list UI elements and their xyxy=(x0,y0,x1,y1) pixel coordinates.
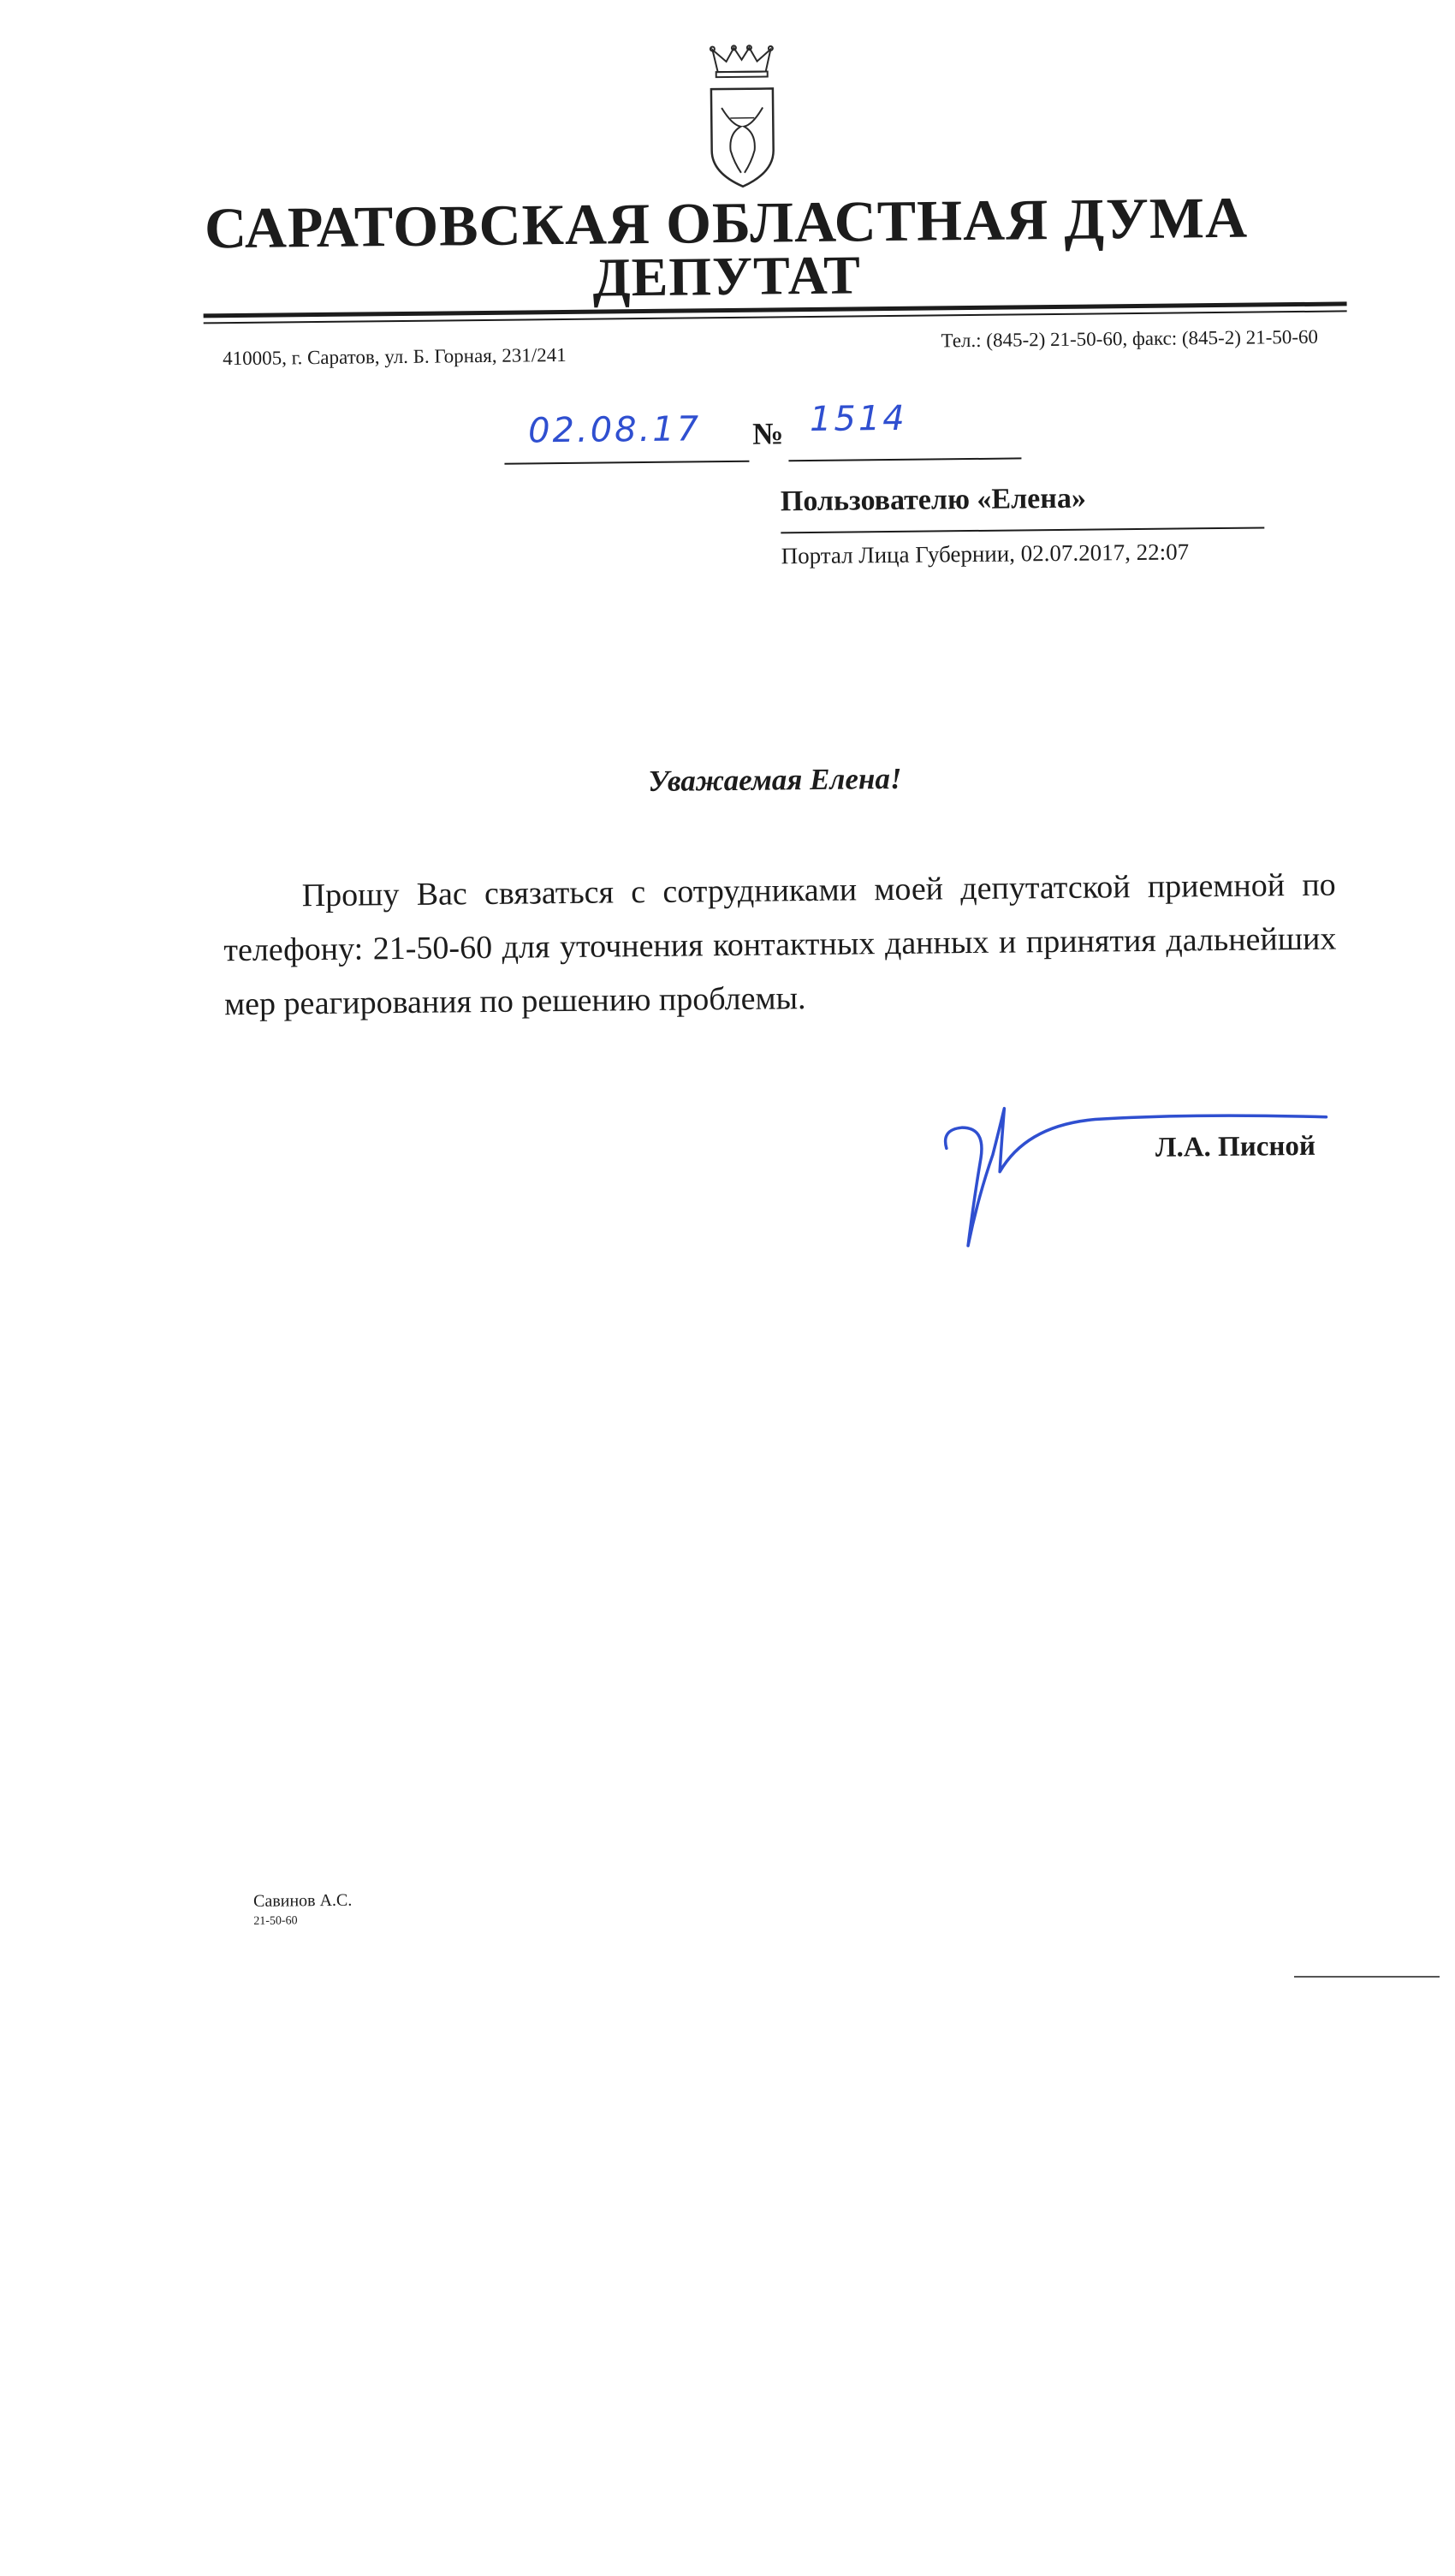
salutation: Уважаемая Елена! xyxy=(648,761,902,798)
executor-block xyxy=(253,1891,353,1929)
recipient-source: Портал Лица Губернии, 02.07.2017, 22:07 xyxy=(781,538,1190,569)
registration-number: 1514 xyxy=(809,398,907,439)
registration-date: 02.08.17 xyxy=(527,409,702,451)
handwritten-signature xyxy=(932,1092,1336,1267)
recipient-rule xyxy=(781,527,1264,533)
letter-body: Прошу Вас связаться с сотрудниками моей депутатской приемной по телефону: 21-50-60 для уточнения контактных данных и принятия дальнейших мер реагирования по решению проблемы. xyxy=(223,866,1337,1023)
organization-phones: Тел.: (845-2) 21-50-60, факс: (845-2) 21-50-60 xyxy=(941,325,1319,352)
executor-name: Савинов А.С. xyxy=(252,1890,353,1911)
scan-edge-line xyxy=(1294,1976,1440,1978)
saratov-coat-of-arms-icon xyxy=(705,44,779,190)
executor-phone: 21-50-60 xyxy=(253,1914,298,1928)
position-title: ДЕПУТАТ xyxy=(592,244,862,308)
recipient-name: Пользователю «Елена» xyxy=(780,482,1087,518)
signer-name: Л.А. Писной xyxy=(1155,1130,1316,1163)
registration-number-sign: № xyxy=(751,416,784,451)
organization-title: САРАТОВСКАЯ ОБЛАСТНАЯ ДУМА xyxy=(204,184,1249,261)
organization-address: 410005, г. Саратов, ул. Б. Горная, 231/241 xyxy=(223,343,567,370)
